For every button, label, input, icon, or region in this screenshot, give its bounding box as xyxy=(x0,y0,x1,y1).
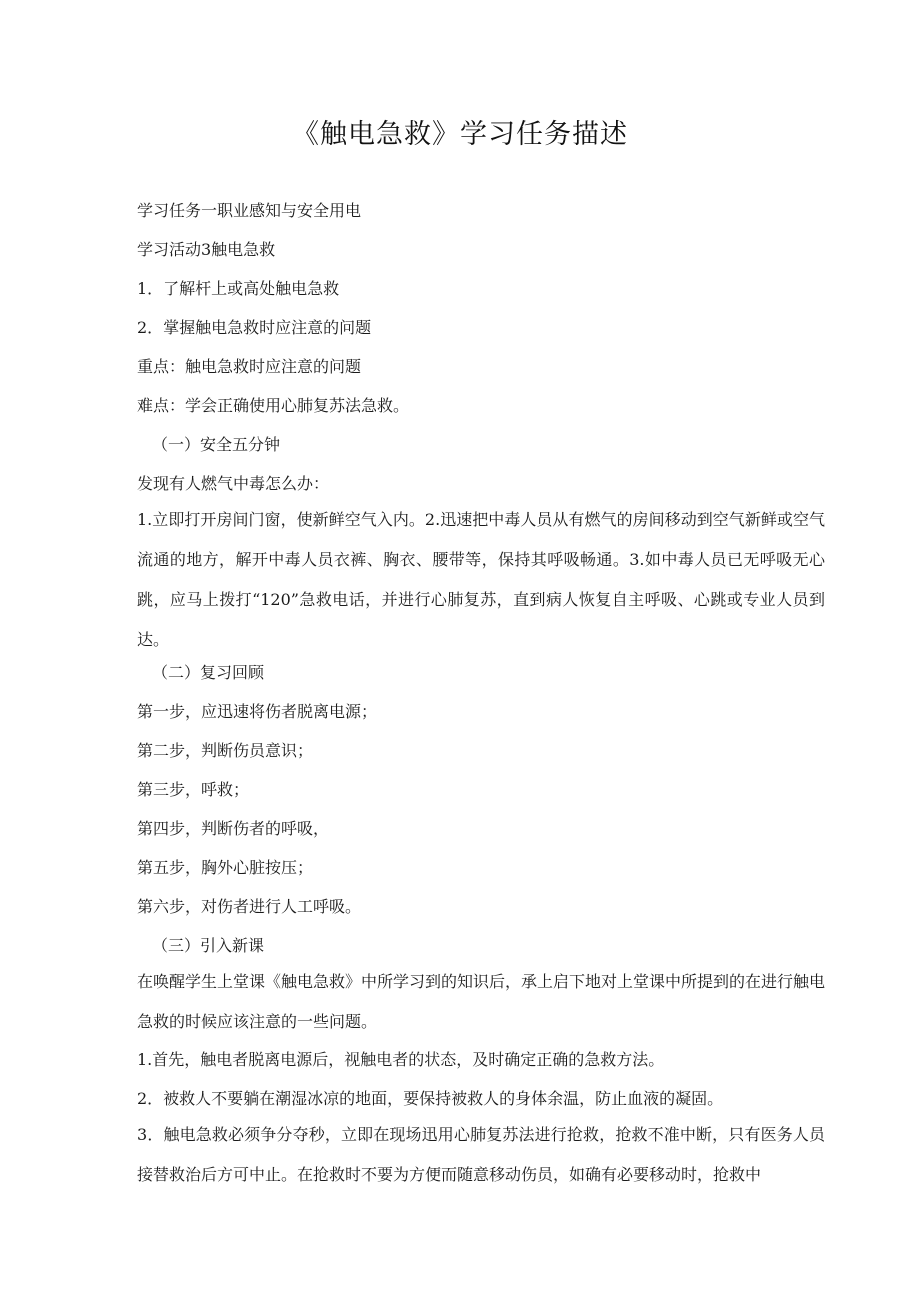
objective-1: 1．了解杆上或高处触电急救 xyxy=(137,279,340,298)
key-point: 重点：触电急救时应注意的问题 xyxy=(137,357,362,376)
note-1: 1.首先，触电者脱离电源后，视触电者的状态，及时确定正确的急救方法。 xyxy=(137,1050,665,1069)
step-5: 第五步，胸外心脏按压； xyxy=(137,858,314,877)
section-heading-1: （一）安全五分钟 xyxy=(152,435,281,454)
note-2: 2．被救人不要躺在潮湿冰凉的地面，要保持被救人的身体余温，防止血液的凝固。 xyxy=(137,1089,724,1108)
document-title: 《触电急救》学习任务描述 xyxy=(292,119,628,150)
task-heading: 学习任务一职业感知与安全用电 xyxy=(137,201,362,220)
objective-2: 2．掌握触电急救时应注意的问题 xyxy=(137,318,372,337)
step-6: 第六步，对伤者进行人工呼吸。 xyxy=(137,897,362,916)
gas-question: 发现有人燃气中毒怎么办： xyxy=(137,474,330,493)
intro-paragraph: 在唤醒学生上堂课《触电急救》中所学习到的知识后，承上启下地对上堂课中所提到的在进行触电急救的时候应该注意的一些问题。 xyxy=(137,972,826,1031)
step-4: 第四步，判断伤者的呼吸， xyxy=(137,819,330,838)
activity-heading: 学习活动3触电急救 xyxy=(137,240,276,259)
section-heading-2: （二）复习回顾 xyxy=(152,663,265,682)
section-heading-3: （三）引入新课 xyxy=(152,936,265,955)
step-1: 第一步，应迅速将伤者脱离电源； xyxy=(137,702,378,721)
difficult-point: 难点：学会正确使用心肺复苏法急救。 xyxy=(137,396,410,415)
gas-answer-paragraph: 1.立即打开房间门窗，使新鲜空气入内。2.迅速把中毒人员从有燃气的房间移动到空气新鲜或空气流通的地方，解开中毒人员衣裤、胸衣、腰带等，保持其呼吸畅通。3.如中毒人员已无呼吸无心跳，应马上拨打“120”急救电话，并进行心肺复苏，直到病人恢复自主呼吸、心跳或专业人员到达。 xyxy=(137,510,825,649)
step-2: 第二步，判断伤员意识； xyxy=(137,741,314,760)
step-3: 第三步，呼救； xyxy=(137,780,250,799)
note-3-paragraph: 3．触电急救必须争分夺秒，立即在现场迅用心肺复苏法进行抢救，抢救不准中断，只有医务人员接替救治后方可中止。在抢救时不要为方便而随意移动伤员，如确有必要移动时，抢救中 xyxy=(137,1125,825,1184)
